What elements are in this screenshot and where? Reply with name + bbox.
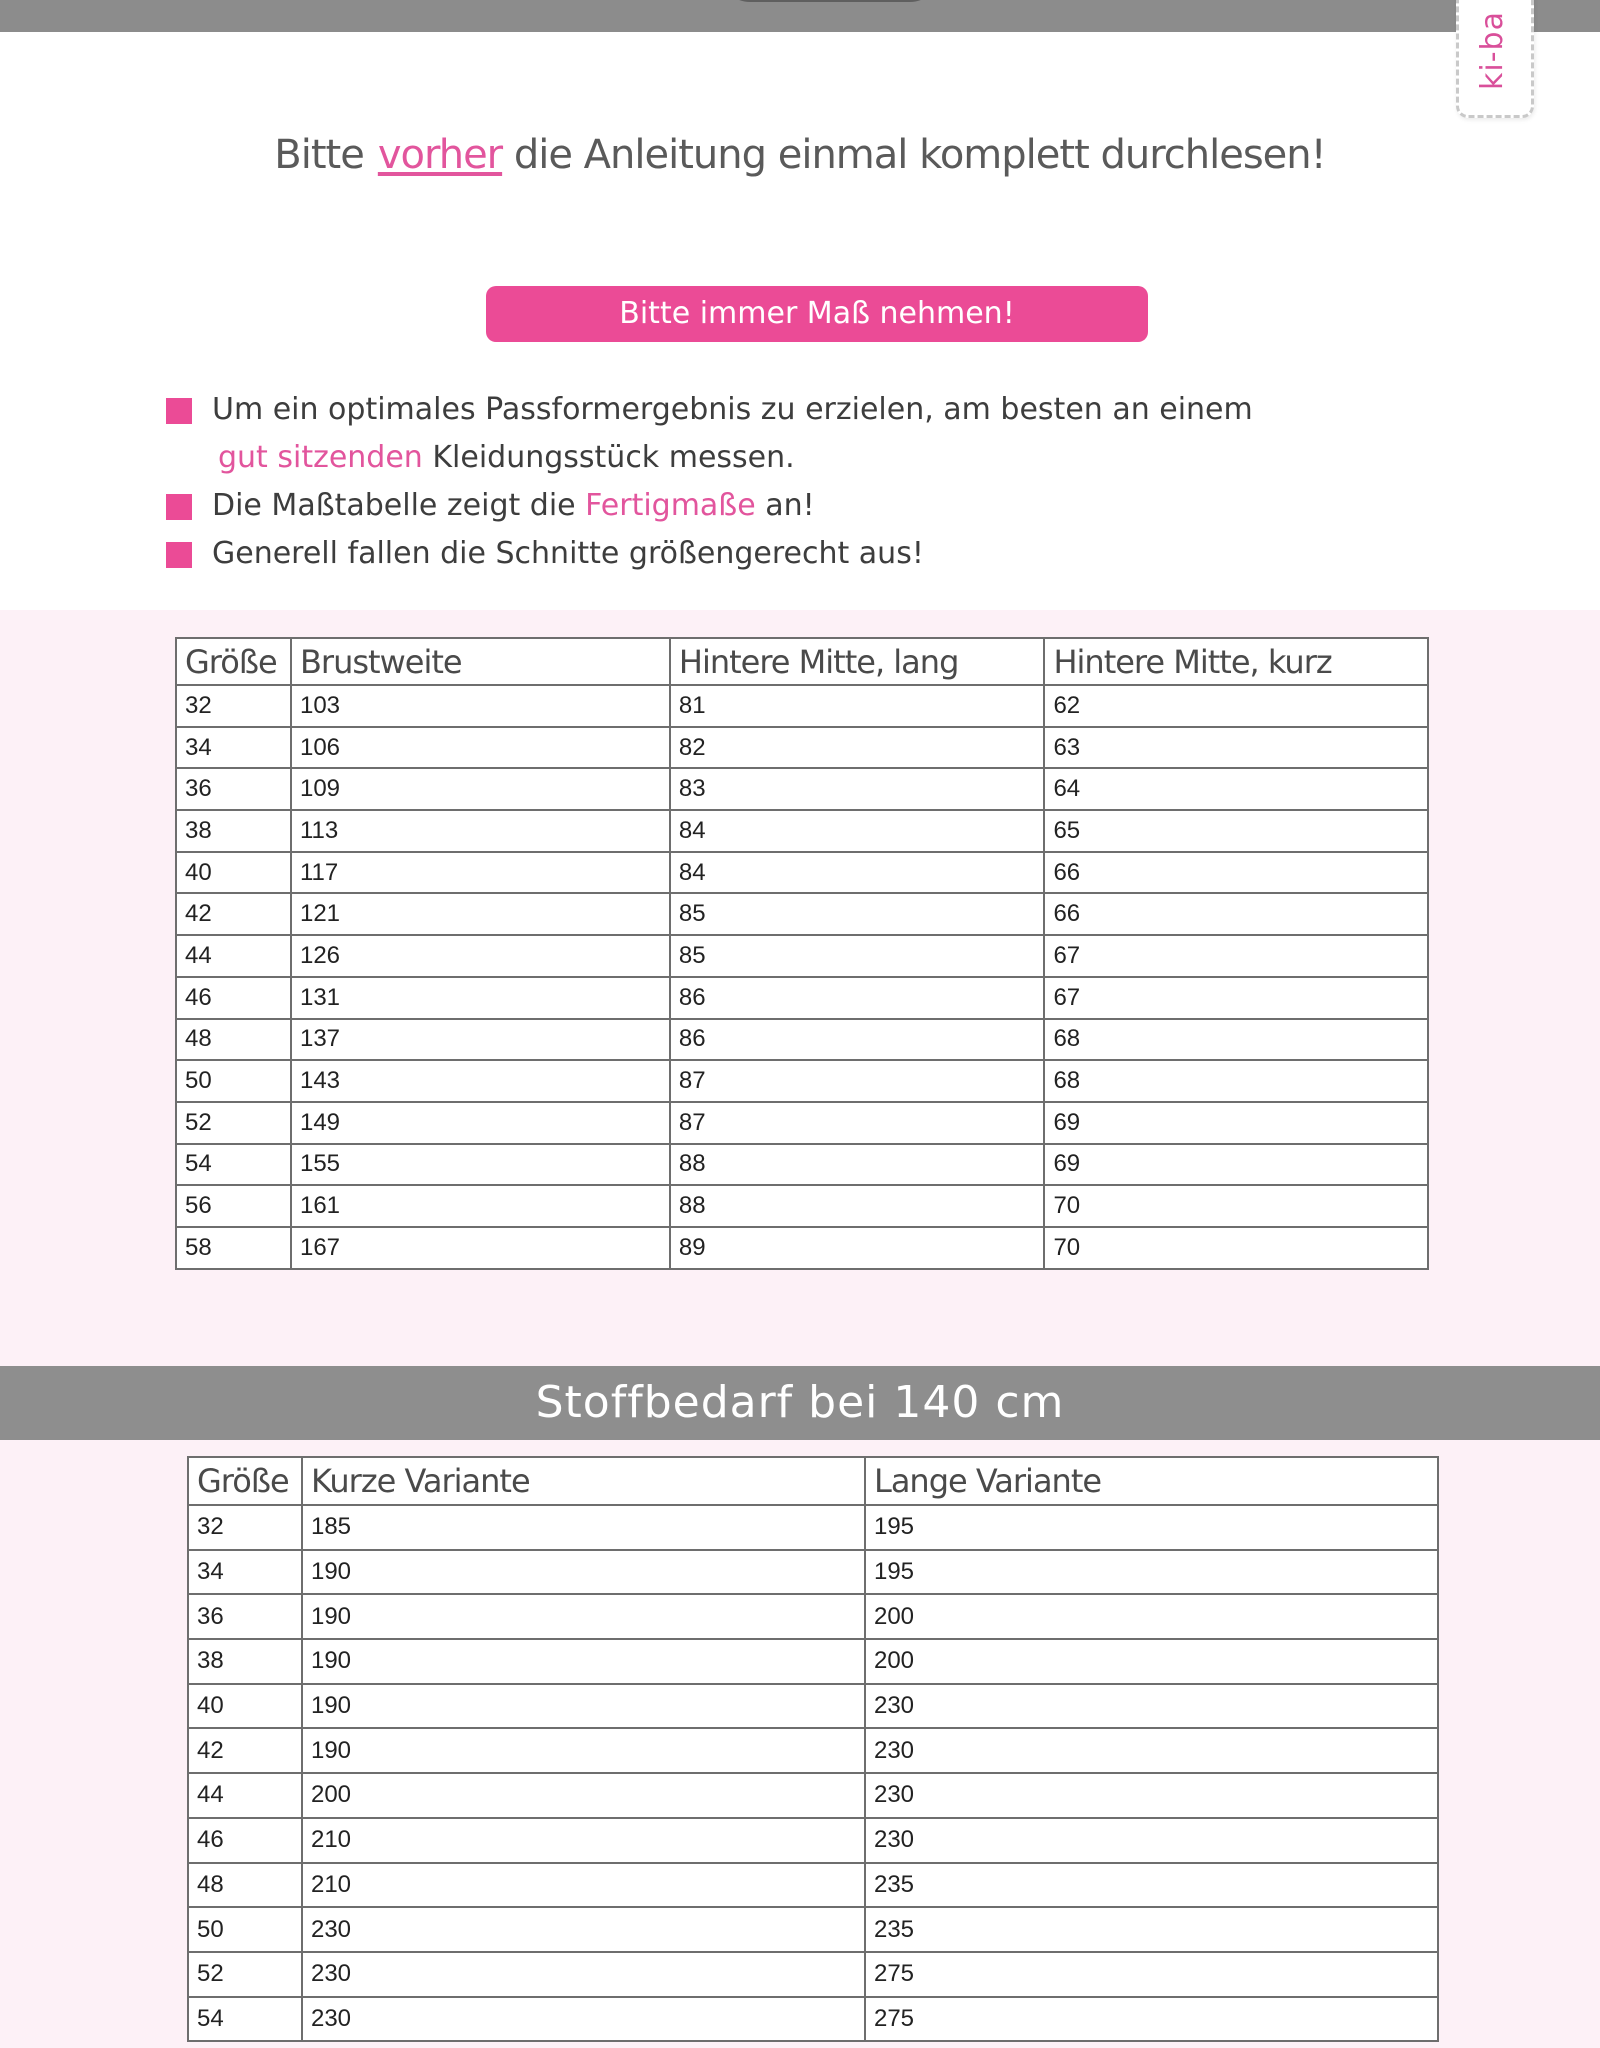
table-row: [176, 768, 1428, 810]
bullet-text-end: an!: [755, 488, 815, 523]
table-cell: 65: [1044, 810, 1428, 852]
table-cell: 230: [302, 1907, 865, 1952]
bullet-text: Die Maßtabelle zeigt die: [212, 488, 586, 523]
table-cell: 109: [291, 768, 670, 810]
page-headline: [0, 132, 1600, 178]
table-cell: 230: [865, 1818, 1438, 1863]
table-cell: 210: [302, 1863, 865, 1908]
table-cell: 48: [176, 1019, 291, 1061]
table-cell: 48: [188, 1863, 302, 1908]
table-cell: 62: [1044, 685, 1428, 727]
table-cell: 121: [291, 893, 670, 935]
table-cell: 85: [670, 935, 1045, 977]
table-cell: 68: [1044, 1019, 1428, 1061]
table-cell: 85: [670, 893, 1045, 935]
table-cell: 56: [176, 1185, 291, 1227]
table-cell: 131: [291, 977, 670, 1019]
table-row: [176, 1227, 1428, 1269]
table-cell: 38: [188, 1639, 302, 1684]
table-cell: 235: [865, 1863, 1438, 1908]
table-cell: 46: [188, 1818, 302, 1863]
table-row: [176, 1019, 1428, 1061]
bullet-item: [166, 530, 1366, 578]
table-row: [188, 1505, 1438, 1550]
size-table-column-header: Brustweite: [291, 638, 670, 685]
table-cell: 69: [1044, 1144, 1428, 1186]
table-cell: 195: [865, 1505, 1438, 1550]
table-cell: 42: [176, 893, 291, 935]
table-cell: 44: [188, 1773, 302, 1818]
bullet-square-icon: [166, 494, 192, 520]
bullet-item: [166, 386, 1366, 482]
table-cell: 54: [176, 1144, 291, 1186]
table-cell: 52: [176, 1102, 291, 1144]
bullet-highlight: gut sitzenden: [218, 440, 423, 475]
table-cell: 126: [291, 935, 670, 977]
table-cell: 50: [188, 1907, 302, 1952]
headline-prefix: Bitte: [274, 132, 364, 178]
table-row: [176, 935, 1428, 977]
top-bar-knob: [720, 0, 940, 2]
table-cell: 68: [1044, 1060, 1428, 1102]
table-cell: 82: [670, 727, 1045, 769]
table-row: [188, 1997, 1438, 2042]
table-row: [176, 727, 1428, 769]
table-cell: 185: [302, 1505, 865, 1550]
table-cell: 190: [302, 1550, 865, 1595]
table-cell: 63: [1044, 727, 1428, 769]
table-row: [176, 977, 1428, 1019]
bullet-list: [166, 386, 1366, 578]
table-cell: 70: [1044, 1185, 1428, 1227]
table-cell: 64: [1044, 768, 1428, 810]
headline-highlight: vorher: [377, 132, 503, 178]
table-cell: 190: [302, 1728, 865, 1773]
table-cell: 106: [291, 727, 670, 769]
fabric-table-column-header: Lange Variante: [865, 1457, 1438, 1505]
top-bar: [0, 0, 1600, 32]
table-cell: 32: [176, 685, 291, 727]
table-cell: 40: [176, 852, 291, 894]
table-cell: 40: [188, 1684, 302, 1729]
table-row: [188, 1594, 1438, 1639]
table-cell: 190: [302, 1684, 865, 1729]
bullet-text-end: Kleidungsstück messen.: [422, 440, 795, 475]
table-cell: 87: [670, 1060, 1045, 1102]
table-cell: 200: [865, 1594, 1438, 1639]
table-cell: 54: [188, 1997, 302, 2042]
table-cell: 155: [291, 1144, 670, 1186]
table-cell: 275: [865, 1997, 1438, 2042]
table-row: [188, 1773, 1438, 1818]
bullet-square-icon: [166, 542, 192, 568]
table-cell: 44: [176, 935, 291, 977]
table-cell: 230: [302, 1997, 865, 2042]
size-table-header-row: [176, 638, 1428, 685]
headline-suffix: die Anleitung einmal komplett durchlesen!: [513, 132, 1326, 178]
bullet-square-icon: [166, 398, 192, 424]
table-cell: 38: [176, 810, 291, 852]
table-row: [188, 1863, 1438, 1908]
table-cell: 36: [176, 768, 291, 810]
bullet-text: Generell fallen die Schnitte größengerecht aus!: [212, 536, 924, 571]
size-table: [175, 637, 1429, 1270]
fabric-section-title: Stoffbedarf bei 140 cm: [0, 1366, 1600, 1440]
table-cell: 210: [302, 1818, 865, 1863]
table-cell: 34: [176, 727, 291, 769]
table-cell: 86: [670, 977, 1045, 1019]
table-cell: 195: [865, 1550, 1438, 1595]
table-cell: 117: [291, 852, 670, 894]
table-cell: 88: [670, 1144, 1045, 1186]
table-row: [188, 1952, 1438, 1997]
table-row: [176, 893, 1428, 935]
table-row: [176, 1102, 1428, 1144]
brand-tag-text: ki-ba: [1475, 11, 1510, 90]
bullet-text: Um ein optimales Passformergebnis zu erzielen, am besten an einem: [212, 392, 1253, 427]
table-row: [188, 1684, 1438, 1729]
table-cell: 84: [670, 852, 1045, 894]
fabric-table: [187, 1456, 1439, 2042]
size-table-column-header: Größe: [176, 638, 291, 685]
table-cell: 161: [291, 1185, 670, 1227]
table-cell: 84: [670, 810, 1045, 852]
table-row: [188, 1907, 1438, 1952]
fabric-table-column-header: Kurze Variante: [302, 1457, 865, 1505]
table-cell: 200: [302, 1773, 865, 1818]
table-cell: 81: [670, 685, 1045, 727]
table-cell: 83: [670, 768, 1045, 810]
size-table-column-header: Hintere Mitte, lang: [670, 638, 1045, 685]
table-cell: 86: [670, 1019, 1045, 1061]
table-cell: 66: [1044, 852, 1428, 894]
table-cell: 167: [291, 1227, 670, 1269]
table-cell: 34: [188, 1550, 302, 1595]
table-row: [176, 810, 1428, 852]
table-cell: 46: [176, 977, 291, 1019]
bullet-item: [166, 482, 1366, 530]
table-cell: 230: [865, 1728, 1438, 1773]
table-row: [176, 1144, 1428, 1186]
table-cell: 88: [670, 1185, 1045, 1227]
fabric-table-header-row: [188, 1457, 1438, 1505]
table-cell: 36: [188, 1594, 302, 1639]
table-cell: 87: [670, 1102, 1045, 1144]
table-cell: 230: [302, 1952, 865, 1997]
table-cell: 32: [188, 1505, 302, 1550]
fabric-table-column-header: Größe: [188, 1457, 302, 1505]
table-row: [188, 1639, 1438, 1684]
table-row: [176, 852, 1428, 894]
table-cell: 103: [291, 685, 670, 727]
table-cell: 89: [670, 1227, 1045, 1269]
table-cell: 137: [291, 1019, 670, 1061]
table-cell: 67: [1044, 935, 1428, 977]
table-cell: 190: [302, 1639, 865, 1684]
table-cell: 58: [176, 1227, 291, 1269]
table-cell: 70: [1044, 1227, 1428, 1269]
table-cell: 42: [188, 1728, 302, 1773]
table-cell: 235: [865, 1907, 1438, 1952]
table-row: [188, 1550, 1438, 1595]
table-cell: 66: [1044, 893, 1428, 935]
table-cell: 230: [865, 1684, 1438, 1729]
table-cell: 200: [865, 1639, 1438, 1684]
table-row: [176, 685, 1428, 727]
table-row: [188, 1728, 1438, 1773]
table-cell: 69: [1044, 1102, 1428, 1144]
measure-reminder-button[interactable]: Bitte immer Maß nehmen!: [486, 286, 1148, 342]
table-cell: 275: [865, 1952, 1438, 1997]
table-cell: 143: [291, 1060, 670, 1102]
table-cell: 67: [1044, 977, 1428, 1019]
table-cell: 52: [188, 1952, 302, 1997]
table-row: [176, 1185, 1428, 1227]
table-cell: 149: [291, 1102, 670, 1144]
bullet-highlight: Fertigmaße: [585, 488, 756, 523]
table-cell: 190: [302, 1594, 865, 1639]
table-row: [188, 1818, 1438, 1863]
table-cell: 113: [291, 810, 670, 852]
table-cell: 50: [176, 1060, 291, 1102]
table-row: [176, 1060, 1428, 1102]
table-cell: 230: [865, 1773, 1438, 1818]
size-table-column-header: Hintere Mitte, kurz: [1044, 638, 1428, 685]
brand-tag: [1456, 0, 1534, 118]
